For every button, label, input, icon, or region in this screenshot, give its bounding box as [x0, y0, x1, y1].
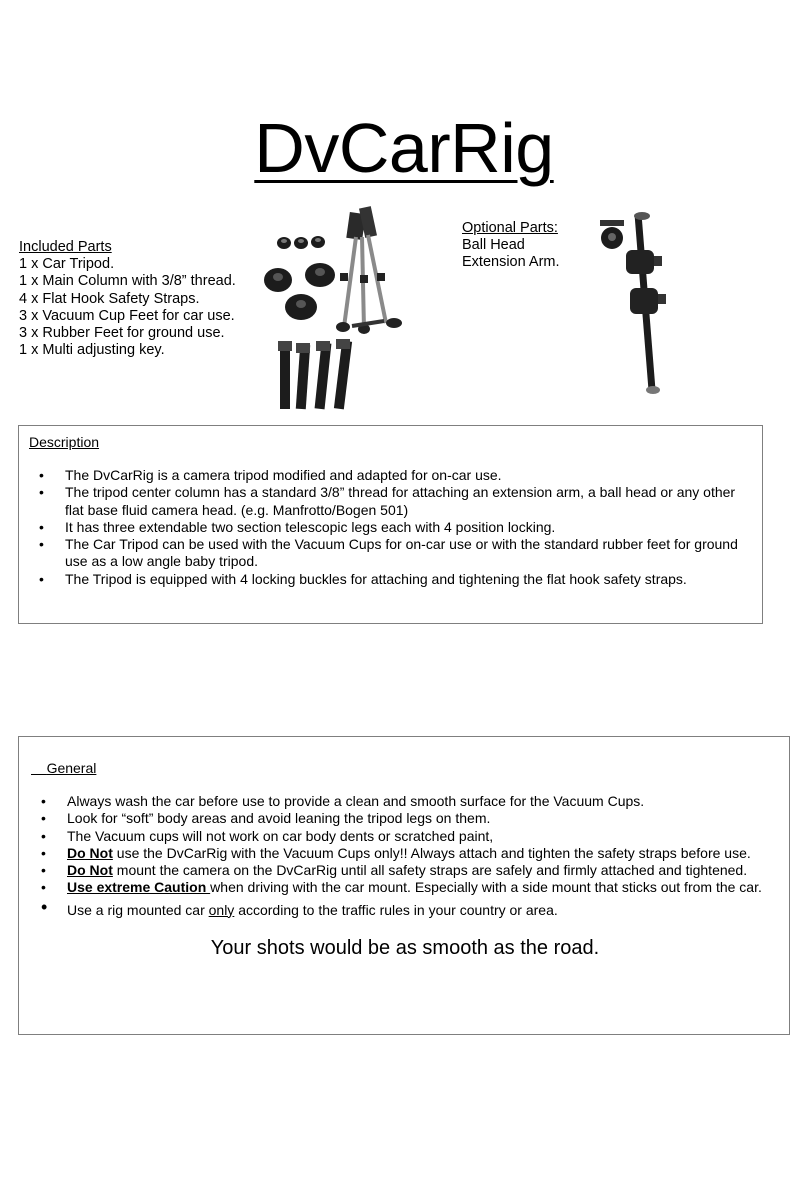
included-parts-heading: Included Parts — [19, 239, 112, 255]
general-list — [31, 793, 779, 919]
extension-arm-photo — [596, 210, 668, 396]
safety-strap — [315, 343, 332, 410]
optional-parts-heading: Optional Parts: — [462, 220, 558, 236]
description-list — [29, 467, 752, 588]
list-item: • Always wash the car before use to provide a clean and smooth surface for the Vacuum Cups. — [41, 793, 645, 809]
list-item: • The Car Tripod can be used with the Vacuum Cups for on-car use or with the standard rubber feet for ground use as a low angle baby tripod. — [39, 536, 738, 570]
part-item: 3 x Vacuum Cup Feet for car use. — [19, 307, 235, 324]
list-item: • The Vacuum cups will not work on car body dents or scratched paint, — [41, 827, 494, 844]
list-item: • Look for “soft” body areas and avoid leaning the tripod legs on them. — [41, 810, 491, 827]
list-item: • The tripod center column has a standard 3/8” thread for attaching an extension arm, a ball head or any other flat base fluid camera head. (e.g. Manfrotto/Bogen 501) — [39, 484, 736, 518]
list-item: • Use extreme Caution when driving with the car mount. Especially with a side mount that sticks out from the car. — [41, 879, 762, 896]
description-box — [18, 425, 763, 624]
part-item: 3 x Rubber Feet for ground use. — [19, 325, 225, 342]
optional-parts-list — [462, 220, 560, 272]
general-heading: General — [46, 760, 97, 776]
part-item: 1 x Main Column with 3/8” thread. — [19, 273, 236, 290]
part-item: 4 x Flat Hook Safety Straps. — [19, 290, 200, 307]
list-item: • The Tripod is equipped with 4 locking buckles for attaching and tightening the flat hook safety straps. — [39, 570, 687, 587]
description-heading: Description — [29, 434, 100, 450]
list-item: • Use a rig mounted car only according to the traffic rules in your country or area. — [41, 896, 558, 918]
safety-strap — [280, 343, 290, 409]
optional-item: Extension Arm. — [462, 254, 560, 271]
part-item: 1 x Multi adjusting key. — [19, 342, 165, 359]
part-item: 1 x Car Tripod. — [19, 256, 115, 273]
safety-strap — [296, 345, 310, 410]
list-item: • Do Not use the DvCarRig with the Vacuum Cups only!! Always attach and tighten the safety straps before use. — [41, 844, 751, 861]
included-parts-list — [19, 239, 236, 359]
tagline: Your shots would be as smooth as the road. — [210, 937, 600, 960]
safety-strap — [334, 341, 352, 410]
list-item: • The DvCarRig is a camera tripod modified and adapted for on-car use. — [39, 467, 502, 483]
general-box — [18, 736, 790, 1035]
list-item: • Do Not mount the camera on the DvCarRig until all safety straps are safely and firmly attached and tightened. — [41, 862, 748, 879]
list-item: • It has three extendable two section telescopic legs each with 4 position locking. — [39, 518, 556, 535]
tripod-kit-photo — [258, 203, 408, 411]
document-title: DvCarRig — [254, 109, 554, 187]
optional-item: Ball Head — [462, 237, 525, 254]
